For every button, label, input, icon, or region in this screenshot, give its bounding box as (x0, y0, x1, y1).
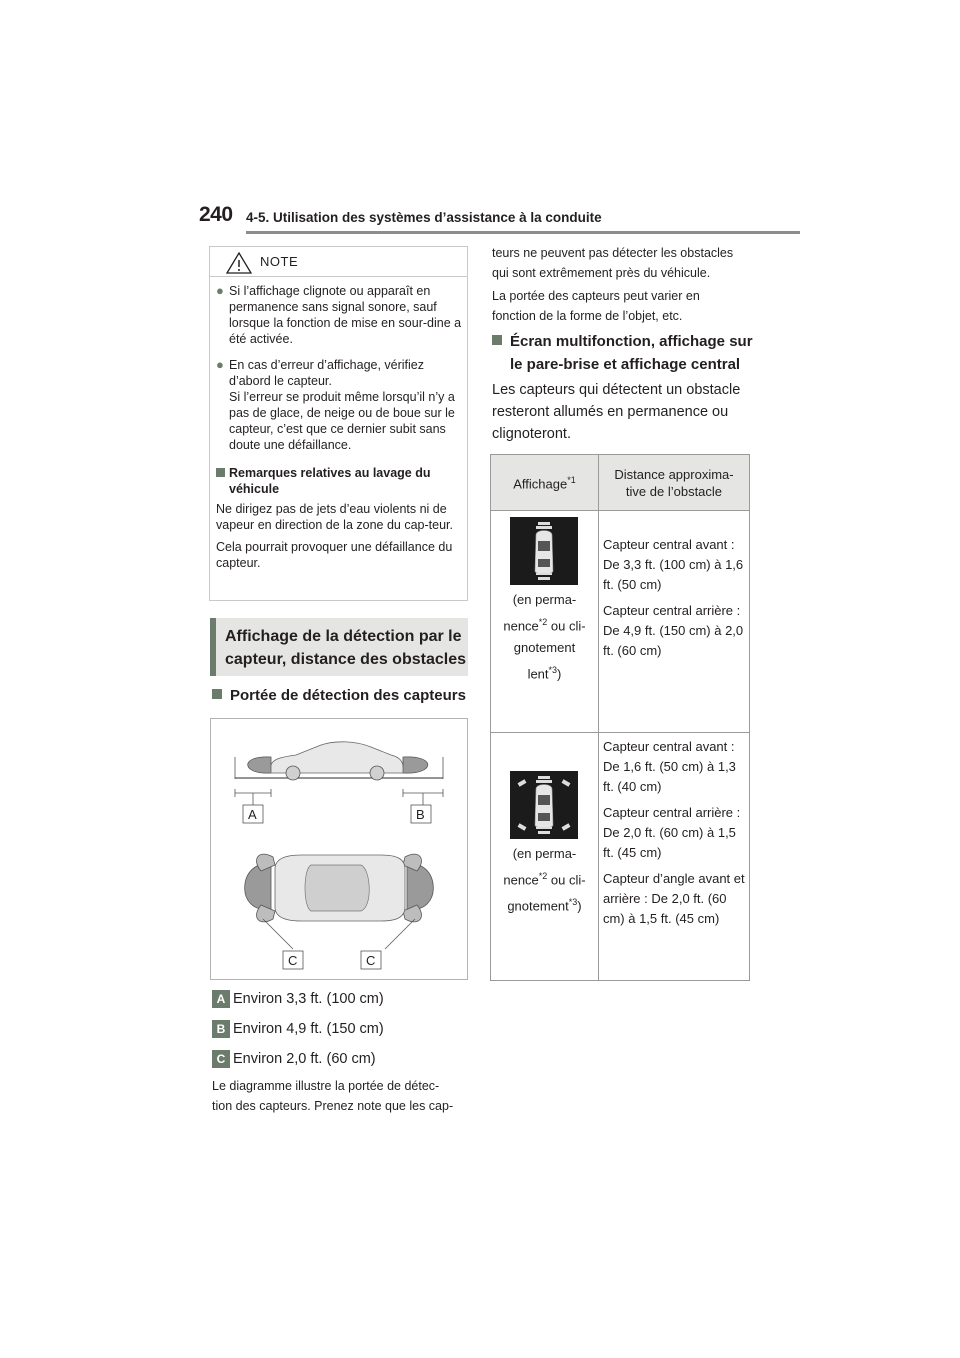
range-heading (212, 684, 466, 707)
table-cell-distance (598, 511, 749, 733)
table-cell-display (491, 733, 599, 981)
table-header-row (491, 455, 750, 511)
diagram-caption (212, 1076, 453, 1116)
section-heading (210, 618, 468, 676)
diagram-label-c: C (288, 953, 298, 968)
table-header-display: Affichage$^{*1}$ (491, 455, 599, 511)
page-number: 240 (199, 203, 233, 226)
parking-sensor-display-icon (510, 771, 578, 839)
note-bullet (216, 357, 462, 453)
note-bullet-text: En cas d’erreur d’affichage, vérifiez d’abord le capteur. (229, 358, 425, 388)
note-title: NOTE (260, 254, 299, 269)
table-header-distance: Distance approxima-tive de l’obstacle (598, 455, 749, 511)
intro-line: clignoteront. (492, 426, 571, 442)
section-title: 4-5. Utilisation des systèmes d’assistance à la conduite (246, 210, 602, 225)
display-caption: nence$^{*2}$ ou cli- (503, 617, 586, 634)
bullet-icon: ● (216, 283, 224, 298)
square-bullet-icon (212, 689, 222, 699)
table-row (491, 733, 750, 981)
note-bullet (216, 283, 462, 347)
legend-badge-c: C (212, 1050, 230, 1068)
table-cell-distance (598, 733, 749, 981)
distance-text: Capteur central arrière : De 2,0 ft. (60 cm) à 1,5 ft. (45 cm) (602, 805, 741, 860)
paragraph-line: teurs ne peuvent pas détecter les obstacles (492, 246, 734, 260)
note-paragraph: Ne dirigez pas de jets d’eau violents ni de vapeur en direction de la zone du cap-teur. (216, 502, 453, 532)
note-subheading (216, 465, 462, 497)
note-paragraph: Cela pourrait provoquer une défaillance du capteur. (216, 540, 453, 570)
table-cell-display (491, 511, 599, 733)
caption-line: Le diagramme illustre la portée de détec- (212, 1079, 440, 1093)
legend-badge-b: B (212, 1020, 230, 1038)
display-caption: gnotement (513, 640, 576, 656)
caption-line: tion des capteurs. Prenez note que les cap- (212, 1099, 454, 1113)
range-heading-text: Portée de détection des capteurs (230, 687, 466, 704)
section-heading-text (225, 625, 466, 671)
display-intro (492, 379, 740, 445)
diagram-label-a: A (248, 807, 257, 822)
sensor-display-table (490, 454, 750, 981)
legend-text-c: Environ 2,0 ft. (60 cm) (233, 1051, 376, 1067)
note-subheading-text: Remarques relatives au lavage du véhicule (229, 466, 431, 496)
square-bullet-icon (216, 468, 225, 477)
note-bullet-text: Si l’affichage clignote ou apparaît en permanence sans signal sonore, sauf lorsque la fonction de mise en sour-dine a été activée. (229, 284, 462, 346)
paragraph-line: fonction de la forme de l’objet, etc. (492, 309, 683, 323)
display-heading-line: le pare-brise et affichage central (510, 356, 741, 373)
note-header (210, 247, 467, 277)
diagram-label-c: C (366, 953, 376, 968)
legend-text-a: Environ 3,3 ft. (100 cm) (233, 991, 384, 1007)
display-caption: lent$^{*3}$) (527, 665, 562, 682)
sensor-diagram-svg (211, 719, 467, 979)
continued-paragraph (492, 243, 733, 283)
note-bullet-text: Si l’erreur se produit même lorsqu’il n’y a pas de glace, de neige ou de boue sur le capteur, c’est que ce dernier subit sans doute une défaillance. (229, 390, 455, 452)
intro-line: resteront allumés en permanence ou (492, 404, 729, 420)
distance-text: Capteur d’angle avant et arrière : De 2,0 ft. (60 cm) à 1,5 ft. (45 cm) (602, 871, 745, 926)
section-heading-line: Affichage de la détection par le (225, 628, 462, 645)
range-variation-paragraph (492, 286, 700, 326)
paragraph-line: La portée des capteurs peut varier en (492, 289, 700, 303)
distance-text: Capteur central avant : De 1,6 ft. (50 cm) à 1,3 ft. (40 cm) (602, 739, 736, 794)
display-heading (492, 330, 753, 376)
legend-badge-a: A (212, 990, 230, 1008)
note-box (209, 246, 468, 601)
display-caption: gnotement$^{*3}$) (507, 897, 582, 914)
note-body (216, 283, 462, 577)
warning-icon (226, 252, 252, 274)
header-rule (246, 231, 800, 234)
display-heading-line: Écran multifonction, affichage sur (510, 333, 753, 350)
diagram-label-b: B (416, 807, 425, 822)
display-caption: nence$^{*2}$ ou cli- (503, 871, 586, 888)
display-caption: (en perma- (512, 846, 577, 861)
paragraph-line: qui sont extrêmement près du véhicule. (492, 266, 711, 280)
parking-sensor-display-icon (510, 517, 578, 585)
table-row (491, 511, 750, 733)
intro-line: Les capteurs qui détectent un obstacle (492, 382, 741, 398)
display-caption: (en perma- (512, 592, 577, 607)
distance-text: Capteur central arrière : De 4,9 ft. (150 cm) à 2,0 ft. (60 cm) (602, 603, 744, 658)
bullet-icon: ● (216, 357, 224, 372)
legend-text-b: Environ 4,9 ft. (150 cm) (233, 1021, 384, 1037)
section-heading-line: capteur, distance des obstacles (225, 651, 466, 668)
square-bullet-icon (492, 335, 502, 345)
distance-text: Capteur central avant : De 3,3 ft. (100 cm) à 1,6 ft. (50 cm) (602, 537, 744, 592)
sensor-range-diagram (210, 718, 468, 980)
